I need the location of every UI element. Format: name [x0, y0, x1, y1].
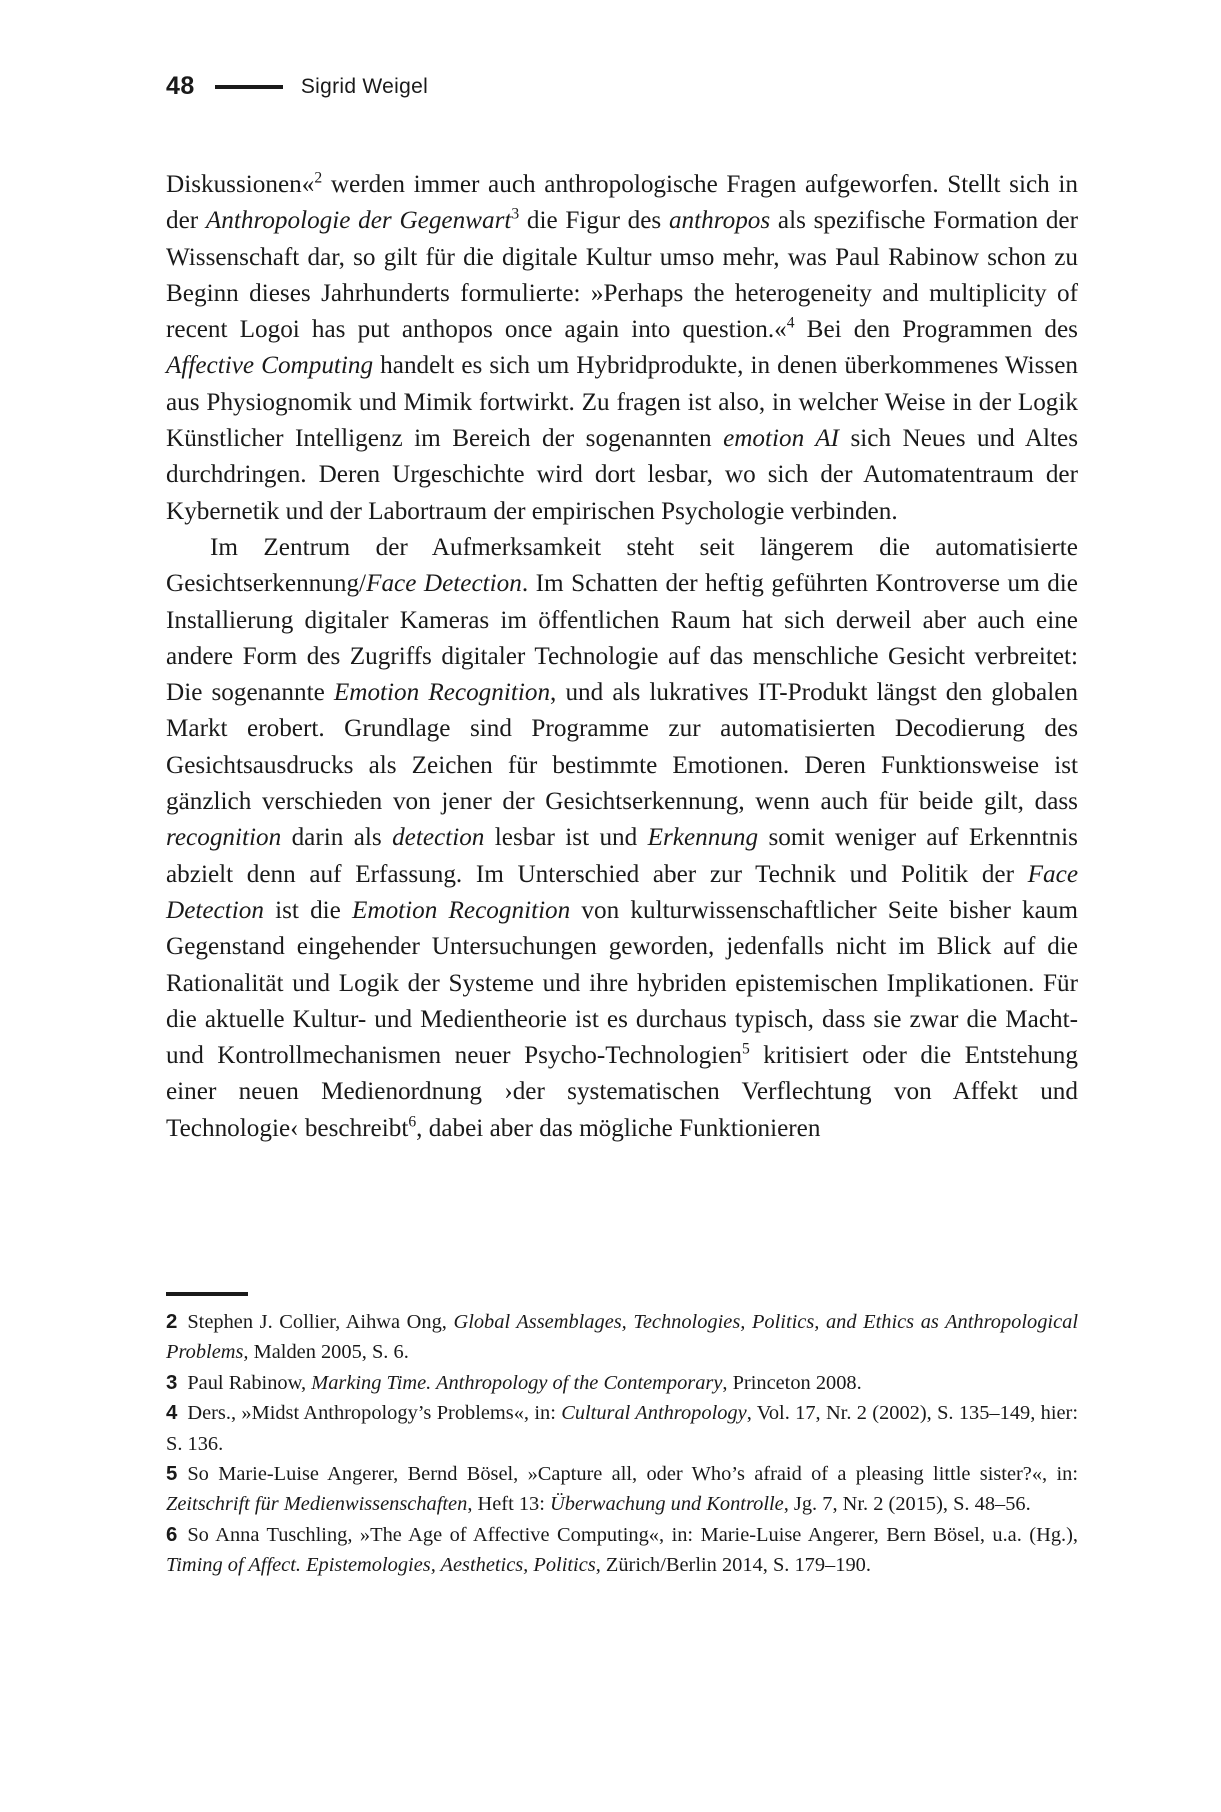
italic-span: anthropos	[668, 207, 771, 235]
text-span: Diskussionen«	[166, 171, 315, 198]
text-span: , Zürich/Berlin 2014, S. 179–190.	[595, 1554, 871, 1577]
italic-span: Überwachung und Kontrolle	[550, 1493, 784, 1516]
italic-span: Affective Computing	[166, 352, 374, 380]
text-span: Ders., »Midst Anthropology’s Problems«, in:	[187, 1402, 562, 1425]
footnote-rule	[166, 1292, 248, 1296]
text-span: , und als lukratives IT-Produkt längst den globalen Markt erobert. Grundlage sind Programme zur automatisierten Decodierung des Gesichtsausdrucks als Zeichen für bestimmte Emotionen. Deren Funktionsweise ist gänzlich verschieden von jener der Gesichtserkennung, wenn auch für beide gilt, dass	[166, 679, 1078, 816]
footnote-5	[166, 1459, 1078, 1520]
italic-span: Emotion Recognition	[352, 896, 571, 924]
footnote-3	[166, 1368, 1078, 1398]
paragraph-2	[166, 530, 1078, 1147]
italic-span: detection	[392, 824, 485, 852]
footnote-ref-4: 4	[786, 314, 795, 332]
text-span: So Marie-Luise Angerer, Bernd Bösel, »Capture all, oder Who’s afraid of a pleasing little sister?«, in:	[187, 1463, 1078, 1486]
footnote-ref-3: 3	[511, 205, 520, 223]
italic-span: Timing of Affect. Epistemologies, Aesthetics, Politics	[166, 1554, 596, 1577]
text-span: darin als	[281, 824, 393, 852]
text-span: So Anna Tuschling, »The Age of Affective Computing«, in: Marie-Luise Angerer, Bern Bösel, u.a. (Hg.),	[187, 1523, 1078, 1546]
text-span: werden immer auch anthropologische Fragen aufgeworfen. Stellt sich in der	[166, 171, 1078, 235]
footnote-number: 6	[166, 1523, 178, 1546]
italic-span: Global Assemblages, Technologies, Politics, and Ethics as Anthropological Problems,	[166, 1311, 1079, 1364]
body-text	[166, 167, 1078, 1147]
text-span: Stephen J. Collier, Aihwa Ong,	[187, 1311, 454, 1333]
italic-span: Erkennung	[647, 824, 759, 852]
text-span: als spezifische Formation der Wissenschaft dar, so gilt für die digitale Kultur umso mehr, was Paul Rabinow schon zu Beginn dieses Jahrhunderts formulierte: »Perhaps the heterogeneity and multiplicity of recent Logoi has put anthopos once again into question.«	[166, 207, 1078, 344]
footnotes	[166, 1307, 1078, 1581]
text-span: handelt es sich um Hybridprodukte, in denen überkommenes Wissen aus Physiognomik und Mimik fortwirkt. Zu fragen ist also, in welcher Weise in der Logik Künstlicher Intelligenz im Bereich der sogenannten	[166, 352, 1078, 453]
italic-span: emotion AI	[723, 425, 840, 453]
text-span: , dabei aber das mögliche Funktionieren	[416, 1114, 821, 1142]
text-span: Im Zentrum der Aufmerksamkeit steht seit längerem die automatisierte Gesichtserkennung/	[166, 533, 1078, 598]
text-span: Paul Rabinow,	[187, 1371, 312, 1394]
footnote-4	[166, 1398, 1078, 1459]
footnote-number: 4	[166, 1402, 178, 1425]
footnote-number: 5	[166, 1463, 178, 1486]
header-rule	[215, 85, 283, 89]
footnote-6	[166, 1520, 1078, 1581]
text-span: von kulturwissenschaftlicher Seite bisher kaum Gegenstand eingehender Untersuchungen geworden, jedenfalls nicht im Blick auf die Rationalität und Logik der Systeme und ihre hybriden epistemischen Implikationen. Für die aktuelle Kultur- und Medientheorie ist es durchaus typisch, dass sie zwar die Macht- und Kontrollmechanismen neuer Psycho-Technologien	[166, 896, 1078, 1070]
italic-span: Marking Time. Anthropology of the Contemporary	[311, 1371, 723, 1394]
running-head-author: Sigrid Weigel	[300, 74, 429, 98]
text-span: , Jg. 7, Nr. 2 (2015), S. 48–56.	[783, 1493, 1031, 1516]
text-span: . Im Schatten der heftig geführten Kontroverse um die Installierung digitaler Kameras im öffentlichen Raum hat sich derweil aber auch eine andere Form des Zugriffs digitaler Technologie auf das menschliche Gesicht verbreitet: Die sogenannte	[166, 570, 1078, 707]
page-number: 48	[166, 72, 195, 100]
running-header	[166, 72, 428, 101]
text-span: lesbar ist und	[484, 824, 648, 852]
italic-span: Face Detection	[166, 860, 1078, 924]
italic-span: Face Detection	[366, 570, 522, 598]
footnote-ref-5: 5	[741, 1040, 750, 1058]
text-span: Bei den Programmen des	[794, 316, 1078, 344]
footnote-2	[166, 1307, 1078, 1368]
paragraph-1	[166, 167, 1078, 530]
italic-span: Anthropologie der Gegenwart	[205, 207, 512, 235]
italic-span: Zeitschrift für Medienwissenschaften	[166, 1493, 468, 1516]
italic-span: Cultural Anthropology	[561, 1402, 747, 1425]
text-span: kritisiert oder die Entstehung einer neuen Medienordnung ›der systematischen Verflechtung von Affekt und Technologie‹ beschreibt	[166, 1042, 1078, 1142]
footnote-number: 2	[166, 1311, 178, 1333]
text-span: sich Neues und Altes durchdringen. Deren Urgeschichte wird dort lesbar, wo sich der Automatentraum der Kybernetik und der Labortraum der empirischen Psychologie verbinden.	[166, 425, 1079, 525]
text-span: , Princeton 2008.	[722, 1371, 862, 1394]
footnote-number: 3	[166, 1371, 178, 1394]
text-span: somit weniger auf Erkenntnis abzielt denn auf Erfassung. Im Unterschied aber zur Technik und Politik der	[166, 824, 1078, 888]
text-span: , Heft 13:	[467, 1493, 550, 1516]
italic-span: Emotion Recognition	[333, 679, 551, 707]
footnote-ref-6: 6	[408, 1113, 417, 1131]
text-span: , Vol. 17, Nr. 2 (2002), S. 135–149, hier: S. 136.	[166, 1402, 1078, 1455]
text-span: Malden 2005, S. 6.	[248, 1341, 409, 1364]
footnote-ref-2: 2	[314, 169, 323, 187]
text-span: die Figur des	[519, 207, 669, 235]
italic-span: recognition	[166, 824, 282, 852]
text-span: ist die	[263, 896, 353, 924]
